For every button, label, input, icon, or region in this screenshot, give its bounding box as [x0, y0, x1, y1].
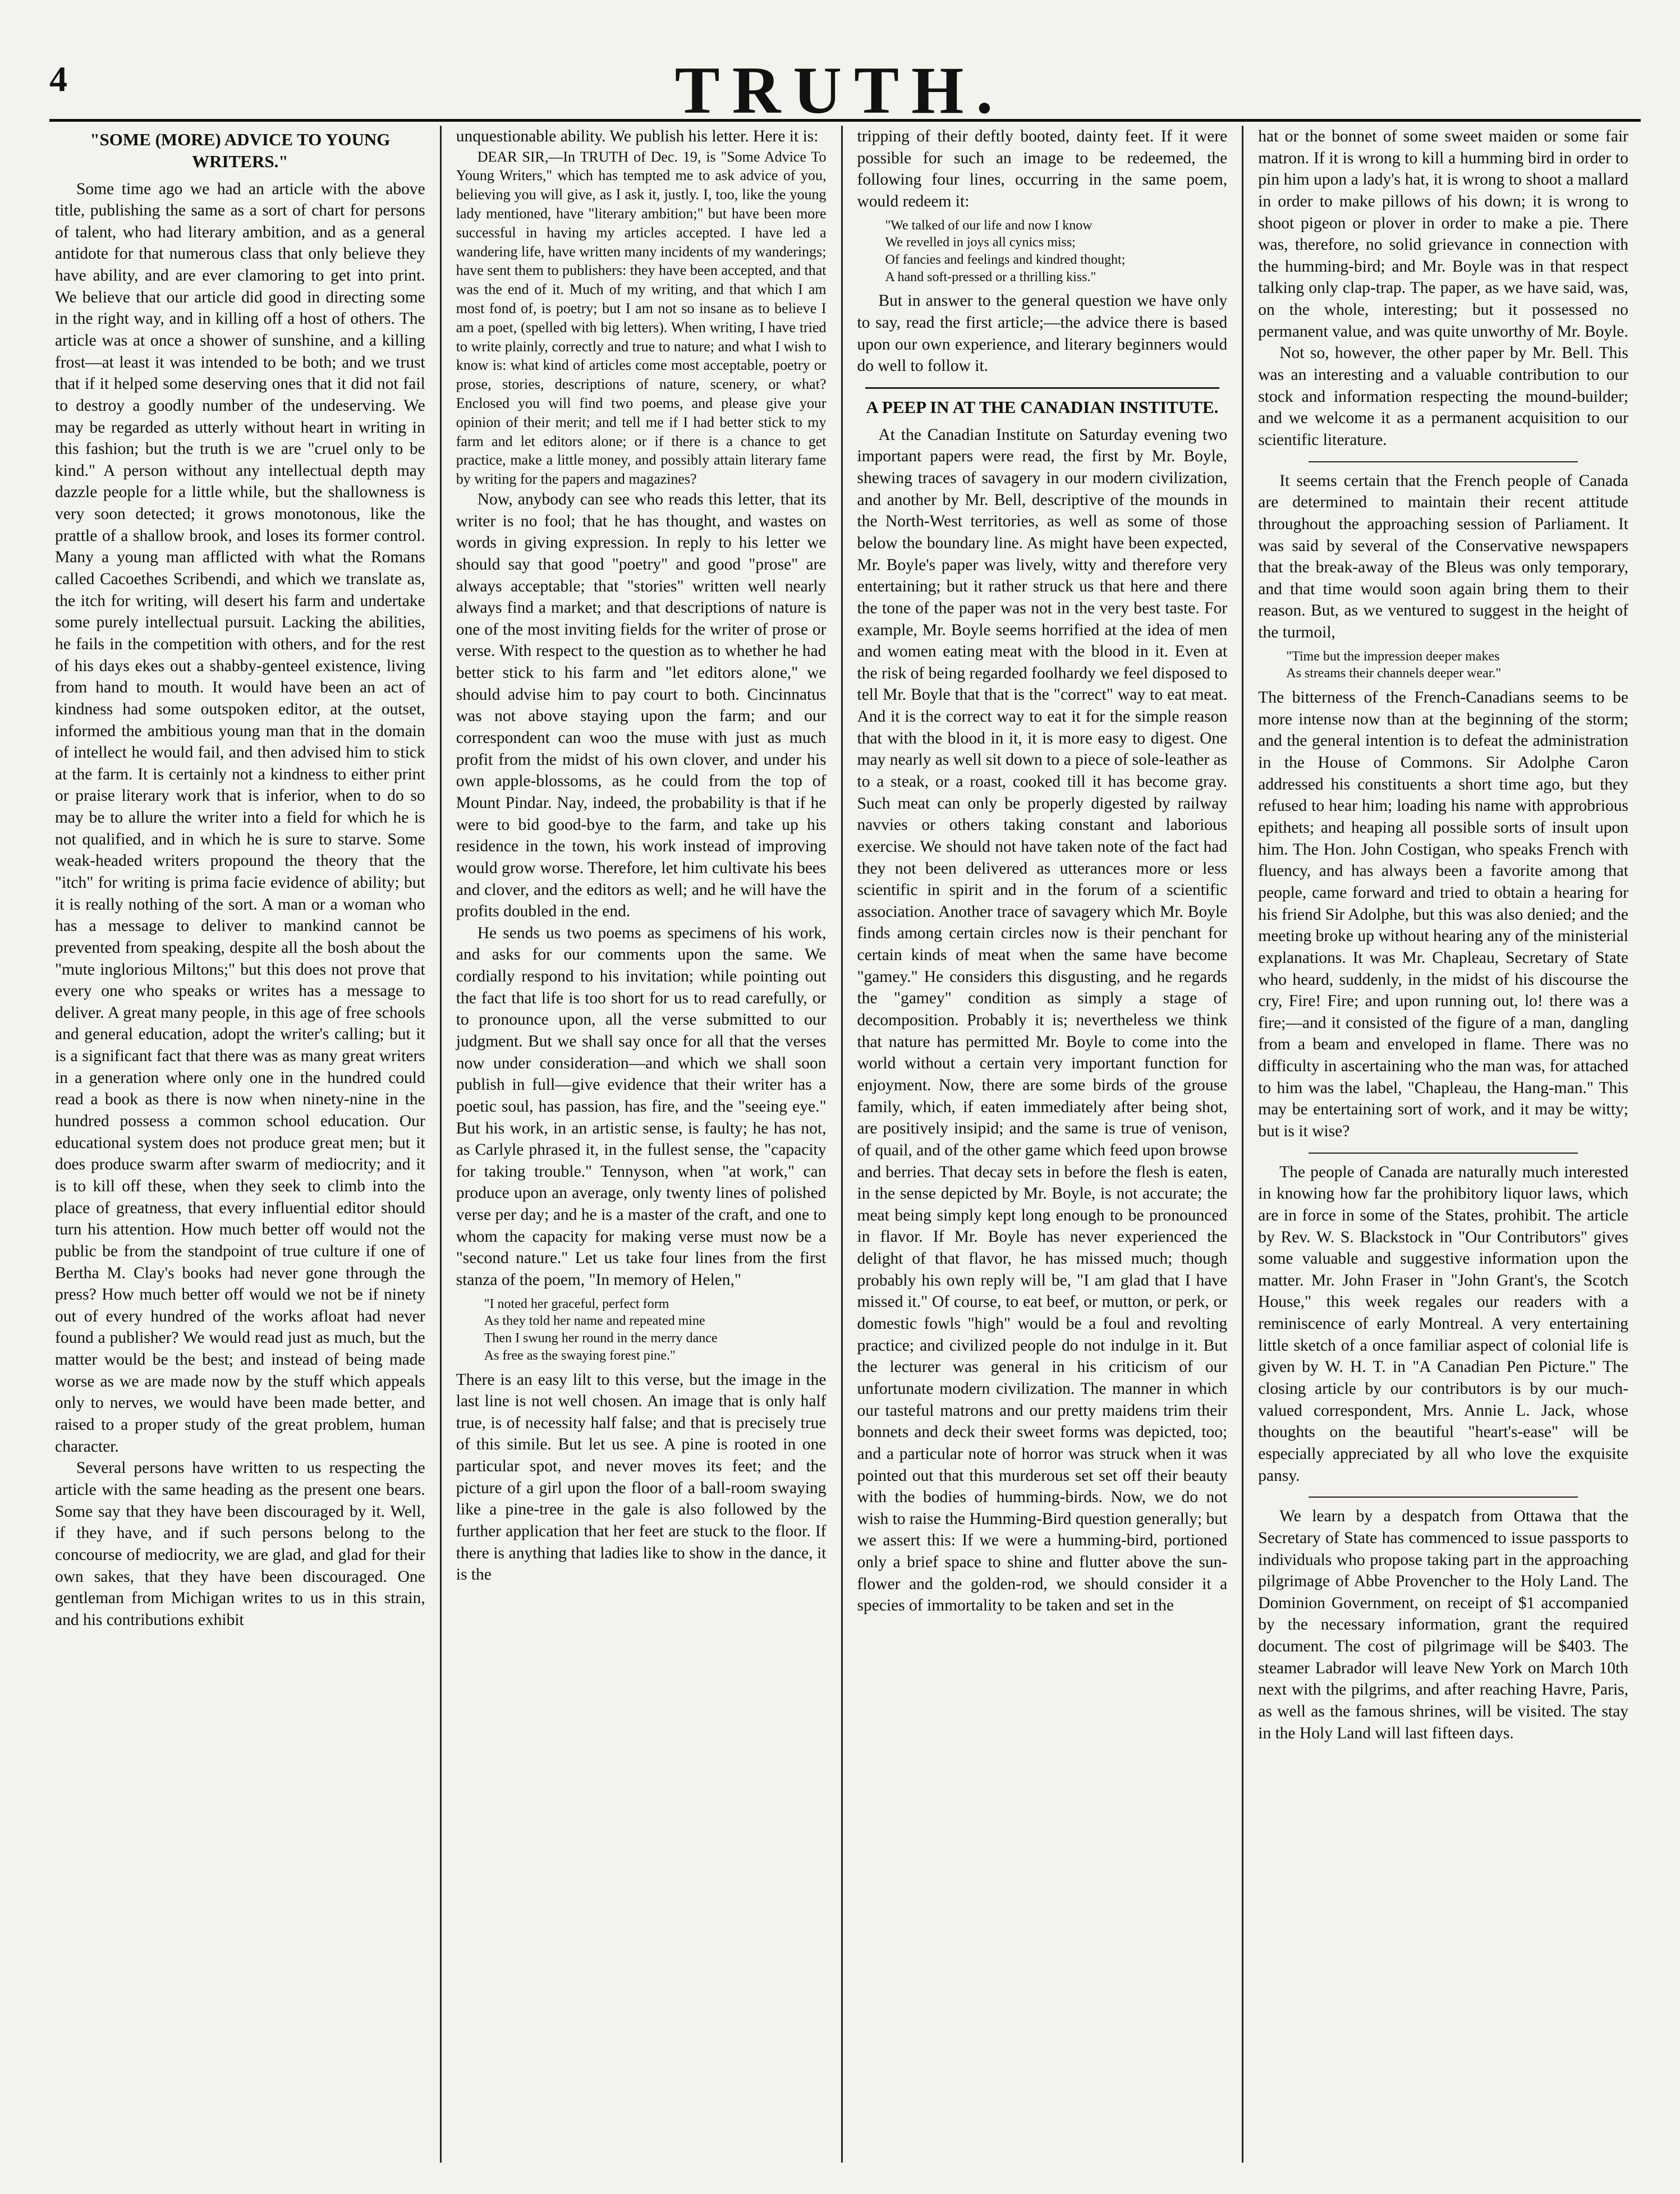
poem-line: Then I swung her round in the merry dance	[484, 1331, 718, 1346]
poem-quote	[484, 1296, 827, 1365]
masthead: TRUTH.	[674, 53, 1006, 127]
article-separator	[1309, 1497, 1578, 1498]
poem-line: As they told her name and repeated mine	[484, 1314, 705, 1329]
article-headline-advice: "SOME (MORE) ADVICE TO YOUNG WRITERS."	[90, 130, 391, 171]
poem-line: As streams their channels deeper wear."	[1286, 666, 1502, 681]
newspaper-columns	[49, 126, 1643, 2163]
poem-quote	[885, 217, 1228, 286]
paragraph: There is an easy lilt to this verse, but the image in the last line is not well chosen. An image that is only half true, is of necessity half false; and that is precisely true of this simile. But let us see. A pine is rooted in one particular spot, and never moves its feet; and the picture of a girl upon the floor of a ball-room swaying like a pine-tree in the gale is also followed by the further application that her feet are stuck to the floor. If there is anything that ladies like to show in the dance, it is the	[456, 1370, 827, 1584]
column-4	[1242, 126, 1643, 2163]
paragraph: But in answer to the general question we have only to say, read the first article;—the advice there is based upon our own experience, and literary beginners would do well to follow it.	[857, 292, 1228, 375]
poem-line: "We talked of our life and now I know	[885, 218, 1093, 233]
article-separator	[1309, 461, 1578, 462]
article-separator	[865, 387, 1220, 389]
poem-line: Of fancies and feelings and kindred thought;	[885, 253, 1126, 267]
paragraph: Not so, however, the other paper by Mr. Bell. This was an interesting and a valuable contribution to our stock and information respecting the mound-builder; and we welcome it as a permanent acquisition to our scientific literature.	[1258, 344, 1628, 449]
reader-letter: DEAR SIR,—In TRUTH of Dec. 19, is "Some Advice To Young Writers," which has tempted me to ask advice of you, believing you will give, as I ask it, justly. I, too, like the young lady mentioned, have "literary ambition;" but have been more successful in having my articles accepted. I have led a wandering life, have written many incidents of my wanderings; have sent them to publishers: they have been accepted, and that was the end of it. Much of my writing, and that which I am most fond of, is poetry; but I am not so insane as to believe I am a poet, (spelled with big letters). When writing, I have tried to write plainly, correctly and true to nature; and what I wish to know is: what kind of articles come most acceptable, poetry or prose, stories, descriptions of nature, scenery, or what? Enclosed you will find two poems, and please give your opinion of their merit; and tell me if I had better stick to my farm and let editors alone; or if there is a chance to get practice, make a little money, and possibly attain literary fame by writing for the papers and magazines?	[456, 148, 827, 488]
column-2	[440, 126, 841, 2163]
poem-line: A hand soft-pressed or a thrilling kiss."	[885, 269, 1096, 284]
paragraph: Several persons have written to us respecting the article with the same heading as the present one bears. Some say that they have been discouraged by it. Well, if they have, and if such persons belong to the concourse of mediocrity, we are glad, and glad for their own sakes, that they have been discouraged. One gentleman from Michigan writes to us in this strain, and his contributions exhibit	[55, 1459, 425, 1629]
article-separator	[1309, 1153, 1578, 1154]
column-1	[49, 126, 440, 2163]
article-headline-institute: A PEEP IN AT THE CANADIAN INSTITUTE.	[866, 397, 1219, 417]
poem-line: "I noted her graceful, perfect form	[484, 1296, 669, 1311]
paragraph: The bitterness of the French-Canadians seems to be more intense now than at the beginning of the storm; and the general intention is to defeat the administration in the House of Commons. Sir Adolphe Caron addressed his constituents a short time ago, but they refused to hear him; loading his name with approbrious epithets; and heaping all possible sorts of insult upon him. The Hon. John Costigan, who speaks French with fluency, and has always been a favorite among that people, came forward and tried to obtain a hearing for his friend Sir Adolphe, but this was also denied; and the meeting broke up without hearing any of the ministerial explanations. It was Mr. Chapleau, Secretary of State who heard, suddenly, in the midst of his discourse the cry, Fire! Fire; and upon running out, lo! there was a fire;—and it consisted of the figure of a man, dangling from a beam and enveloped in flame. There was no difficulty in ascertaining who the man was, for attached to him was the label, "Chapleau, the Hang-man." This may be entertaining sort of work, and it may be witty; but is it wise?	[1258, 689, 1628, 1140]
paragraph: Some time ago we had an article with the above title, publishing the same as a sort of chart for persons of talent, who had literary ambition, and as a general antidote for that numerous class that only believe they have ability, and are ever clamoring to get into print. We believe that our article did good in directing some in the right way, and in killing off a host of others. The article was at once a shower of sunshine, and a killing frost—at least it was intended to be both; and we trust that if it helped some deserving ones that it did not fail to destroy a goodly number of the undeserving. We may be regarded as utterly without heart in writing in this fashion; but the truth is we are "cruel only to be kind." A person without any intellectual depth may dazzle people for a little while, but the shallowness is very soon detected; it grows monotonous, like the prattle of a shallow brook, and loses its former control. Many a young man afflicted with what the Romans called Cacoethes Scribendi, and which we translate as, the itch for writing, will desert his farm and undertake some purely intellectual pursuit. Lacking the abilities, he fails in the competition with others, and for the rest of his days ekes out a shabby-genteel existence, living from hand to mouth. It would have been an act of kindness had some outspoken editor, at the outset, informed the ambitious young man that in the domain of intellect he would fail, and then advised him to stick at the farm. It is certainly not a kindness to either print or praise literary work that is inferior, when to do so may be to allure the writer into a field for which he is not qualified, and in which he is sure to starve. Some weak-headed writers propound the theory that the "itch" for writing is prima facie evidence of ability; but it is really nothing of the sort. A man or a woman who has a message to deliver to mankind cannot be prevented from speaking, despite all the bosh about the "mute inglorious Miltons;" but this does not prove that every one who speaks or writes has a message to deliver. A great many people, in this age of free schools and general education, adopt the writer's calling; but it is a significant fact that there was as many great writers in a generation where only one in the hundred could read a book as there is now when ninety-nine in the hundred possess a common school education. Our educational system does not produce great men; but it does produce swarm after swarm of mediocrity; and it is to kill off these, when they seek to climb into the place of greatness, that every influential editor should turn his attention. How much better off would not the public be from the standpoint of true culture if one of Bertha M. Clay's books had never gone through the press? How much better off would we not be if ninety out of every hundred of the works afloat had never found a publisher? We would read just as much, but the matter would be the best; and instead of being made worse as we are made now by the stuff which appeals only to nerves, we would have been made better, and raised to a proper study of the great problem, human character.	[55, 180, 425, 1456]
paragraph: unquestionable ability. We publish his letter. Here it is:	[456, 127, 819, 145]
paragraph: He sends us two poems as specimens of his work, and asks for our comments upon the same. We cordially respond to his invitation; while pointing out the fact that life is too short for us to read carefully, or to pronounce upon, all the verse submitted to our judgment. But we shall say once for all that the verses now under consideration—and which we shall soon publish in full—give evidence that their writer has a poetic soul, has passion, has fire, and the "seeing eye." But his work, in an artistic sense, is faulty; he has not, as Carlyle phrased it, in the fullest sense, the "capacity for taking trouble." Tennyson, when "at work," can produce upon an average, only twenty lines of polished verse per day; and he is a master of the craft, and one to whom the capacity for making verse must now be a "second nature." Let us take four lines from the first stanza of the poem, "In memory of Helen,"	[456, 924, 827, 1289]
paragraph: It seems certain that the French people of Canada are determined to maintain their recent attitude throughout the approaching session of Parliament. It was said by several of the Conservative newspapers that the break-away of the Bleus was only temporary, and that time would soon again bring them to their reason. But, as we ventured to suggest in the height of the turmoil,	[1258, 471, 1628, 642]
column-3	[841, 126, 1242, 2163]
paragraph: We learn by a despatch from Ottawa that the Secretary of State has commenced to issue passports to individuals who propose taking part in the approaching pilgrimage of Abbe Provencher to the Holy Land. The Dominion Government, on receipt of $1 accompanied by the necessary information, grant the required document. The cost of pilgrimage will be $403. The steamer Labrador will leave New York on March 10th next with the pilgrims, and after reaching Havre, Paris, as well as the famous shrines, will be visited. The stay in the Holy Land will last fifteen days.	[1258, 1507, 1628, 1742]
paragraph: tripping of their deftly booted, dainty feet. If it were possible for such an image to be redeemed, the following four lines, occurring in the same poem, would redeem it:	[857, 127, 1228, 210]
paragraph: hat or the bonnet of some sweet maiden or some fair matron. If it is wrong to kill a humming bird in order to pin him upon a lady's hat, it is wrong to shoot a mallard in order to make pillows of his down; it is wrong to shoot pigeon or plover in order to make a pie. There was, therefore, no solid grievance in connection with the humming-bird; and Mr. Boyle was in that respect talking only clap-trap. The paper, as we have said, was, on the whole, interesting; but it possessed no permanent value, and was quite unworthy of Mr. Boyle.	[1258, 127, 1628, 341]
poem-line: "Time but the impression deeper makes	[1286, 649, 1500, 664]
page-number: 4	[49, 59, 67, 99]
paragraph: The people of Canada are naturally much interested in knowing how far the prohibitory liquor laws, which are in force in some of the States, prohibit. The article by Rev. W. S. Blackstock in "Our Contributors" gives some valuable and suggestive information upon the matter. Mr. John Fraser in "John Grant's, the Scotch House," this week regales our readers with a reminiscence of early Montreal. A very entertaining little sketch of a once familiar aspect of colonial life is given by W. H. T. in "A Canadian Pen Picture." The closing article by our contributors is by our much-valued correspondent, Mrs. Annie L. Jack, whose thoughts on the beautiful "heart's-ease" will be especially appreciated by all who love the exquisite pansy.	[1258, 1163, 1628, 1485]
poem-quote	[1286, 648, 1628, 682]
poem-line: As free as the swaying forest pine."	[484, 1348, 676, 1363]
top-rule	[49, 119, 1641, 122]
paragraph: At the Canadian Institute on Saturday evening two important papers were read, the first by Mr. Boyle, shewing traces of savagery in our modern civilization, and another by Mr. Bell, descriptive of the mounds in the North-West territories, as well as some of those below the boundary line. As might have been expected, Mr. Boyle's paper was lively, witty and therefore very entertaining; but it rather struck us that here and there the tone of the paper was not in the very best taste. For example, Mr. Boyle seems horrified at the idea of men and women eating meat with the blood in it. Even at the risk of being regarded foolhardy we feel disposed to tell Mr. Boyle that that is the "correct" way to eat meat. And it is the correct way to eat it for the simple reason that with the blood in it, it is more easy to digest. One may nearly as well sit down to a piece of sole-leather as to a steak, or a roast, cooked till it has become gray. Such meat can only be properly digested by railway navvies or others taking constant and laborious exercise. We should not have taken note of the fact had they not been delivered as utterances more or less scientific in spirit and in the forum of a scientific association. Another trace of savagery which Mr. Boyle finds among certain circles now is their penchant for certain kinds of meat when the same have become "gamey." He considers this disgusting, and he regards the "gamey" condition as simply a stage of decomposition. Probably it is; nevertheless we think that nature has permitted Mr. Boyle to come into the world without a certain very important function for enjoyment. Now, there are some birds of the grouse family, which, if eaten immediately after being shot, are positively insipid; and the same is true of venison, of quail, and of the other game which feed upon browse and berries. That decay sets in before the flesh is eaten, in the sense depicted by Mr. Boyle, is not accurate; the meat being simply kept long enough to be pronounced in flavor. If Mr. Boyle has never experienced the delight of that flavor, he has missed much; though probably his own reply will be, "I am glad that I have missed it." Of course, to eat beef, or mutton, or perk, or domestic fowls "high" would be a foul and revolting practice; and civilized people do not indulge in it. But the lecturer was general in his criticism of our unfortunate modern civilization. The manner in which our tasteful matrons and our pretty maidens trim their bonnets and deck their sweet forms was depicted, too; and a particular note of horror was struck when it was pointed out that this murderous set set off their beauty with the bodies of humming-birds. Now, we do not wish to raise the Humming-Bird question generally; but we assert this: If we were a humming-bird, portioned only a brief space to shine and flutter above the sun-flower and the golden-rod, we should consider it a species of immortality to be taken and set in the	[857, 425, 1228, 1615]
poem-line: We revelled in joys all cynics miss;	[885, 235, 1076, 250]
paragraph: Now, anybody can see who reads this letter, that its writer is no fool; that he has thought, and wastes on words in giving expression. In reply to his letter we should say that good "poetry" and good "prose" are always acceptable; that "stories" written well nearly always find a market; and that descriptions of nature is one of the most inviting fields for the writer of prose or verse. With respect to the question as to whether he had better stick to his farm and "let editors alone," we should advise him to pay court to both. Cincinnatus was not above staying upon the farm; and our correspondent can woo the muse with just as much profit from the midst of his own clover, and under his own apple-blossoms, as he could from the top of Mount Pindar. Nay, indeed, the probability is that if he were to bid good-bye to the farm, and take up his residence in the town, his work instead of improving would grow worse. Therefore, let him cultivate his bees and clover, and the editors as well; and he will have the profits doubled in the end.	[456, 490, 827, 921]
